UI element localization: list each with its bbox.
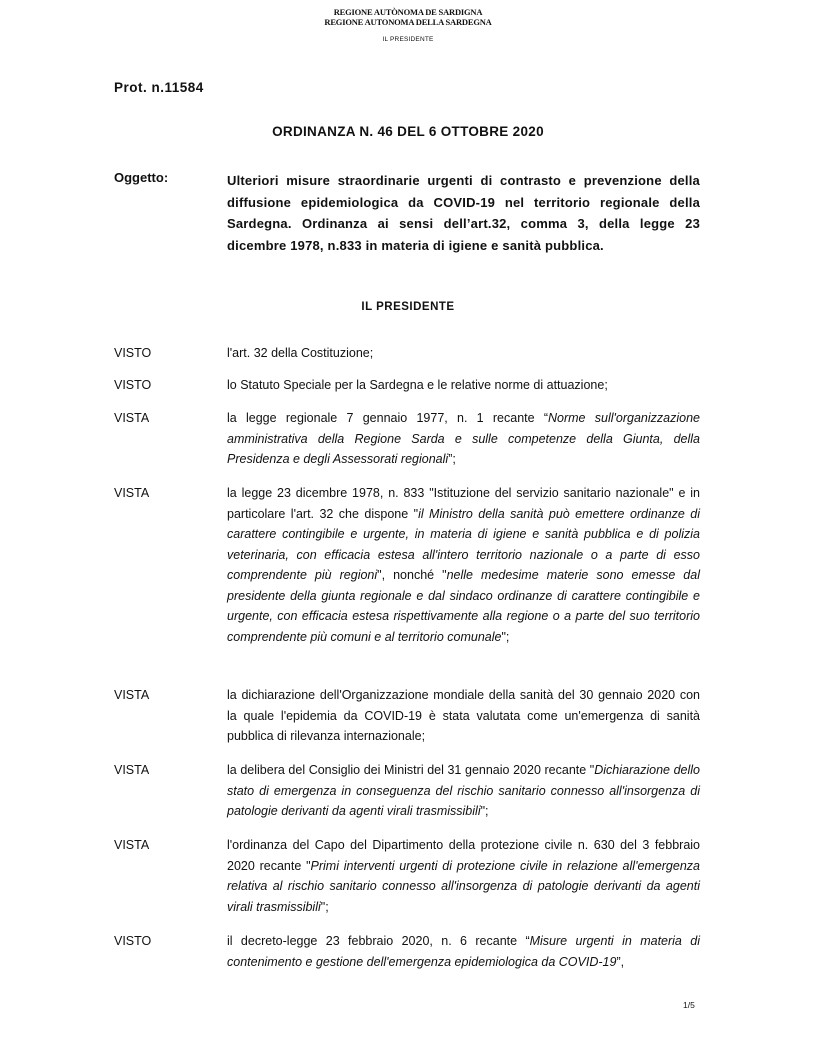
clause-label: VISTO [114, 934, 152, 948]
letterhead [0, 7, 816, 43]
subject-text: Ulteriori misure straordinarie urgenti di contrasto e prevenzione della diffusione epidemiologica da COVID-19 nel territorio regionale della Sardegna. Ordinanza ai sensi dell’art.32, comma 3, della legge 23 dicembre 1978, n.833 in materia di igiene e sanità pubblica. [227, 173, 700, 253]
protocol-number: Prot. n.11584 [114, 80, 204, 95]
document-title: ORDINANZA N. 46 DEL 6 OTTOBRE 2020 [272, 124, 544, 139]
page-number: 1/5 [683, 1000, 695, 1010]
clause-text: la legge 23 dicembre 1978, n. 833 "Istituzione del servizio sanitario nazionale" e in particolare l'art. 32 che dispone "il Ministro della sanità può emettere ordinanze di carattere contingibile e urgente, in materia di igiene e sanità pubblica e di polizia veterinaria, con efficacia estesa all'intero territorio nazionale o a parte di esso comprendente più regioni", nonché "nelle medesime materie sono emesse dal presidente della giunta regionale e dal sindaco ordinanze di carattere contingibile e urgente, con efficacia estesa rispettivamente alla regione o a parte del suo territorio comprendente più comuni e al territorio comunale"; [227, 486, 701, 644]
subject-label: Oggetto: [114, 170, 169, 185]
clause-label: VISTA [114, 411, 150, 425]
clause-label: VISTO [114, 346, 152, 360]
clause-text: lo Statuto Speciale per la Sardegna e le relative norme di attuazione; [227, 378, 608, 392]
clause-label: VISTA [114, 763, 150, 777]
letterhead-line-italian: REGIONE AUTONOMA DELLA SARDEGNA [324, 17, 492, 27]
letterhead-subtitle: IL PRESIDENTE [382, 36, 434, 43]
clause-label: VISTO [114, 378, 152, 392]
clause-label: VISTA [114, 688, 150, 702]
clause-text: l'ordinanza del Capo del Dipartimento della protezione civile n. 630 del 3 febbraio 2020 recante "Primi interventi urgenti di protezione civile in relazione all'emergenza relativa al rischio sanitario connesso all'insorgenza di patologie derivanti da agenti virali trasmissibili"; [227, 838, 700, 914]
clause-text: la legge regionale 7 gennaio 1977, n. 1 recante “Norme sull'organizzazione amministrativa della Regione Sarda e sulle competenze della Giunta, della Presidenza e degli Assessorati regionali”; [227, 411, 700, 466]
president-heading: IL PRESIDENTE [361, 301, 455, 313]
clause-text: la delibera del Consiglio dei Ministri del 31 gennaio 2020 recante "Dichiarazione dello stato di emergenza in conseguenza del rischio sanitario connesso all'insorgenza di patologie derivanti da agenti virali trasmissibili"; [227, 763, 700, 818]
clause-label: VISTA [114, 838, 150, 852]
clause-text: la dichiarazione dell'Organizzazione mondiale della sanità del 30 gennaio 2020 con la quale l'epidemia da COVID-19 è stata valutata come un'emergenza di sanità pubblica di rilevanza internazionale; [227, 688, 700, 743]
clause-text: l'art. 32 della Costituzione; [227, 346, 374, 360]
clause-text: il decreto-legge 23 febbraio 2020, n. 6 recante “Misure urgenti in materia di contenimento e gestione dell'emergenza epidemiologica da COVID-19”, [227, 934, 700, 969]
letterhead-line-sardinian: REGIONE AUTÒNOMA DE SARDIGNA [333, 7, 483, 17]
clause-label: VISTA [114, 486, 150, 500]
